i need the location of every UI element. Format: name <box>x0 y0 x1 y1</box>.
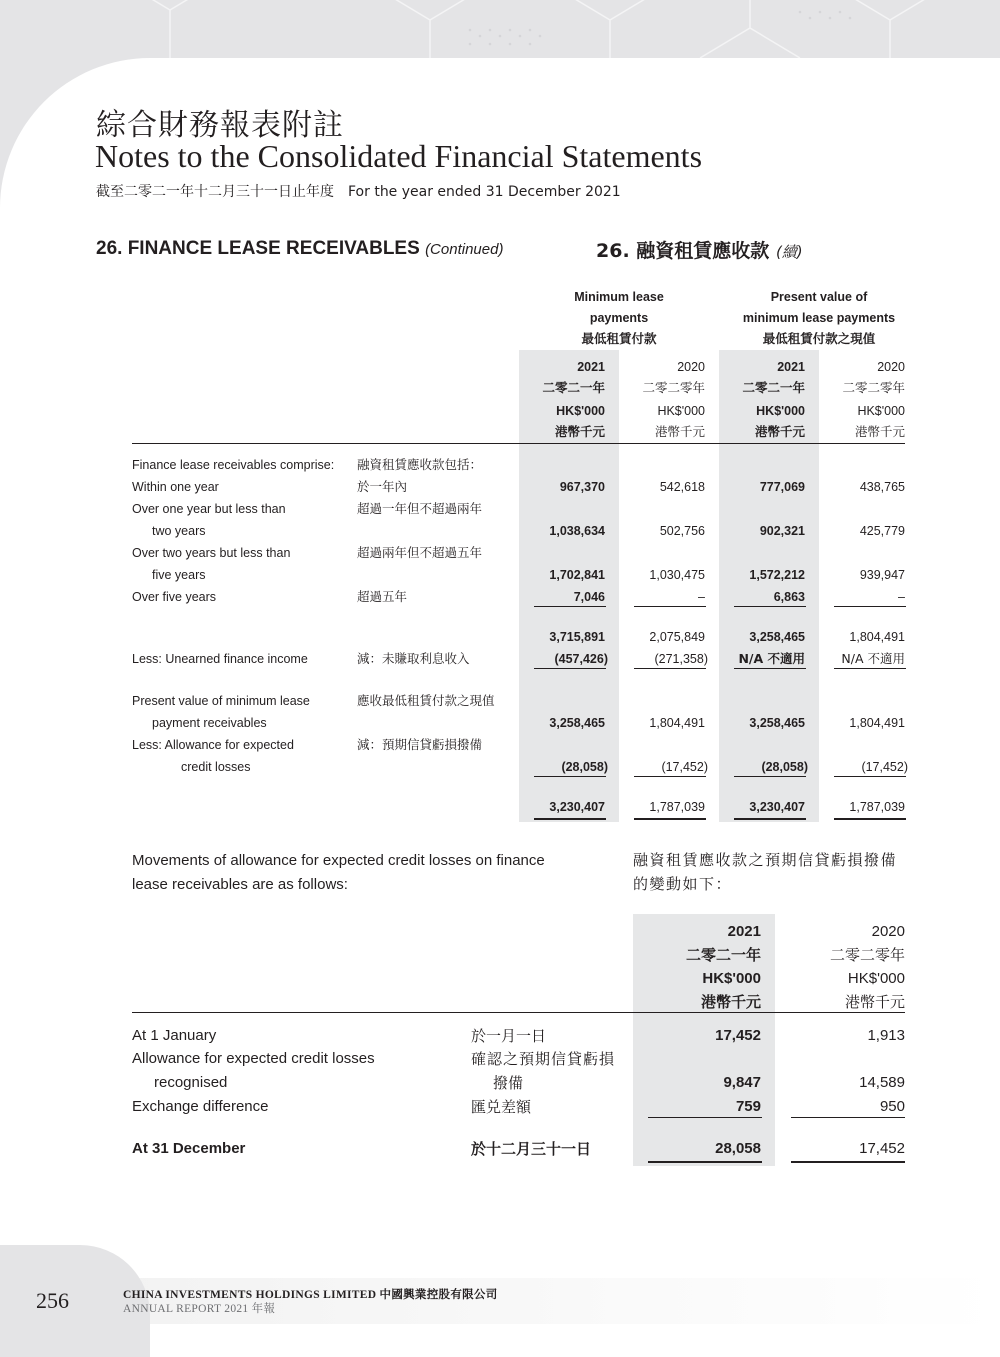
total-rule <box>534 818 606 820</box>
row-label-cn: 超過五年 <box>357 589 408 604</box>
group-header-pv-line2: minimum lease payments <box>742 311 896 325</box>
col-header-unit: HK$'000 <box>756 404 805 418</box>
subtotal-rule <box>834 668 906 669</box>
cell: 777,069 <box>759 480 805 494</box>
col-header-unit-cn: 港幣千元 <box>754 424 805 439</box>
cell: 3,715,891 <box>549 630 605 644</box>
section-continued-en: (Continued) <box>425 241 504 258</box>
col-header-year-cn: 二零二一年 <box>742 380 805 395</box>
cell: 3,258,465 <box>749 630 805 644</box>
page-subtitle: 截至二零二一年十二月三十一日止年度 For the year ended 31 December 2021 <box>96 184 621 200</box>
movements-intro-cn-1: 融資租賃應收款之預期信貸虧損撥備 <box>633 851 898 869</box>
cell: 1,038,634 <box>549 524 605 538</box>
cell: 28,058 <box>715 1140 761 1157</box>
cell: – <box>898 590 905 604</box>
cell: N/A 不適用 <box>738 651 805 666</box>
row-label-cn: 減：預期信貸虧損撥備 <box>357 737 483 752</box>
total-rule <box>648 1161 762 1163</box>
group-header-mlp-line1: Minimum lease <box>574 290 664 304</box>
cell: 1,804,491 <box>649 716 705 730</box>
subtotal-rule <box>534 668 606 669</box>
cell: 950 <box>879 1098 905 1115</box>
cell: 2,075,849 <box>649 630 705 644</box>
row-label-en: Exchange difference <box>132 1098 269 1115</box>
row-label-cn: 於一月一日 <box>471 1027 547 1045</box>
row-label-cn: 匯兑差額 <box>471 1098 532 1116</box>
cell: (17,452) <box>861 760 908 774</box>
cell: 759 <box>735 1098 761 1115</box>
col-header-unit-cn: 港幣千元 <box>700 993 761 1011</box>
page-number: 256 <box>36 1288 69 1313</box>
row-label-en: At 1 January <box>132 1027 217 1044</box>
row-label-cn: 於一年內 <box>357 479 408 494</box>
section-number: 26. <box>96 238 123 259</box>
subtotal-rule <box>534 606 606 607</box>
section-number-cn: 26. <box>596 240 630 262</box>
cell: 1,804,491 <box>849 716 905 730</box>
cell: (271,358) <box>654 652 708 666</box>
cell: 6,863 <box>773 590 805 604</box>
movements-header-rule <box>132 1012 905 1013</box>
group-header-pv-line3: 最低租賃付款之現值 <box>762 331 876 346</box>
col-header-year: 2020 <box>677 360 705 374</box>
cell: 425,779 <box>859 524 905 538</box>
col-header-year-cn: 二零二零年 <box>829 946 905 964</box>
row-label-cn: 於十二月三十一日 <box>471 1140 592 1158</box>
group-header-mlp-line3: 最低租賃付款 <box>581 331 657 346</box>
col-header-unit: HK$'000 <box>657 404 705 418</box>
cell: 17,452 <box>715 1027 761 1044</box>
cell: 542,618 <box>659 480 705 494</box>
row-label-cn: 應收最低租賃付款之現值 <box>357 693 495 708</box>
col-header-unit: HK$'000 <box>702 970 761 987</box>
subtotal-rule <box>634 606 706 607</box>
cell: 7,046 <box>573 590 605 604</box>
row-label-en: Finance lease receivables comprise: <box>132 458 335 472</box>
cell: (457,426) <box>554 652 608 666</box>
row-label-en: Allowance for expected credit losses <box>132 1050 375 1067</box>
cell: 9,847 <box>723 1074 761 1091</box>
subtotal-rule <box>534 776 606 777</box>
cell: 1,913 <box>867 1027 905 1044</box>
group-header-mlp-line2: payments <box>589 311 649 325</box>
row-label-cn: 超過兩年但不超過五年 <box>357 545 483 560</box>
movements-intro-en-2: lease receivables are as follows: <box>132 876 348 893</box>
subtotal-rule <box>734 776 806 777</box>
section-title-en: FINANCE LEASE RECEIVABLES <box>127 238 420 259</box>
subtotal-rule <box>634 668 706 669</box>
cell: 1,804,491 <box>849 630 905 644</box>
section-heading-cn <box>596 236 803 263</box>
col-header-year: 2021 <box>577 360 605 374</box>
page-title-en: Notes to the Consolidated Financial Statements <box>95 138 703 174</box>
col-header-unit: HK$'000 <box>556 404 605 418</box>
row-label-en: Within one year <box>132 480 219 494</box>
section-continued-cn: (續) <box>775 243 803 261</box>
cell: 1,572,212 <box>749 568 805 582</box>
subtotal-rule <box>634 776 706 777</box>
col-header-year-cn: 二零二一年 <box>685 946 761 964</box>
row-label-cn: 確認之預期信貸虧損 <box>471 1050 616 1068</box>
shade-col-2021-pv <box>719 350 819 822</box>
cell: 14,589 <box>859 1074 905 1091</box>
subtotal-rule <box>834 776 906 777</box>
cell: 3,230,407 <box>749 800 805 814</box>
shade-col-2021-mlp <box>519 350 619 822</box>
total-rule <box>834 818 906 820</box>
cell: 967,370 <box>559 480 605 494</box>
cell: 3,258,465 <box>549 716 605 730</box>
row-label-en-2: two years <box>152 524 206 538</box>
col-header-unit-cn: 港幣千元 <box>554 424 605 439</box>
col-header-year-cn: 二零二零年 <box>642 380 705 395</box>
cell: 438,765 <box>859 480 905 494</box>
subtotal-rule <box>791 1117 905 1118</box>
subtotal-rule <box>734 606 806 607</box>
cell: 939,947 <box>859 568 905 582</box>
row-label-en: Over five years <box>132 590 217 604</box>
col-header-year: 2021 <box>727 923 761 940</box>
cell: 1,787,039 <box>849 800 905 814</box>
col-header-unit: HK$'000 <box>847 970 905 987</box>
table1-header-rule <box>132 443 905 444</box>
group-header-pv-line1: Present value of <box>770 290 868 304</box>
cell: 502,756 <box>659 524 705 538</box>
cell: 1,030,475 <box>649 568 705 582</box>
row-label-en: Less: Unearned finance income <box>132 652 308 666</box>
footer-report: ANNUAL REPORT 2021 年報 <box>123 1303 276 1315</box>
row-label-en-2: payment receivables <box>152 716 267 730</box>
total-rule <box>634 818 706 820</box>
section-heading-en <box>96 238 503 260</box>
col-header-year: 2020 <box>877 360 905 374</box>
col-header-unit: HK$'000 <box>857 404 905 418</box>
row-label-cn: 融資租賃應收款包括： <box>357 457 483 472</box>
row-label-en-2: five years <box>152 568 206 582</box>
row-label-en: Over two years but less than <box>132 546 291 560</box>
cell: – <box>698 590 705 604</box>
col-header-year: 2020 <box>871 923 905 940</box>
col-header-unit-cn: 港幣千元 <box>854 424 905 439</box>
movements-intro-en-1: Movements of allowance for expected credit losses on finance <box>132 852 545 869</box>
col-header-year-cn: 二零二一年 <box>542 380 605 395</box>
total-rule <box>734 818 806 820</box>
col-header-unit-cn: 港幣千元 <box>654 424 705 439</box>
row-label-cn: 減：未賺取利息收入 <box>357 651 470 666</box>
cell: 1,787,039 <box>649 800 705 814</box>
col-header-year-cn: 二零二零年 <box>842 380 905 395</box>
row-label-cn-2: 撥備 <box>493 1074 524 1092</box>
row-label-en: Less: Allowance for expected <box>132 738 294 752</box>
cell: 3,258,465 <box>749 716 805 730</box>
subtotal-rule <box>834 606 906 607</box>
total-rule <box>791 1161 905 1163</box>
col-header-unit-cn: 港幣千元 <box>844 993 905 1011</box>
subtotal-rule <box>734 668 806 669</box>
cell: 1,702,841 <box>549 568 605 582</box>
row-label-en-2: credit losses <box>181 760 251 774</box>
col-header-year: 2021 <box>777 360 805 374</box>
row-label-en-2: recognised <box>154 1074 228 1091</box>
cell: N/A 不適用 <box>841 651 905 666</box>
hexagon-pattern <box>0 0 1000 58</box>
cell: 17,452 <box>859 1140 905 1157</box>
page-title-cn: 綜合財務報表附註 <box>96 108 344 143</box>
section-title-cn: 融資租賃應收款 <box>636 240 770 262</box>
movements-intro-cn-2: 的變動如下： <box>633 875 733 893</box>
row-label-en: At 31 December <box>132 1140 246 1157</box>
header-pattern <box>0 0 1000 58</box>
row-label-cn: 超過一年但不超過兩年 <box>357 501 483 516</box>
footer-company: CHINA INVESTMENTS HOLDINGS LIMITED 中國興業控股有限公司 <box>123 1289 498 1301</box>
cell: (17,452) <box>661 760 708 774</box>
cell: 902,321 <box>759 524 805 538</box>
cell: (28,058) <box>561 760 608 774</box>
row-label-en: Over one year but less than <box>132 502 286 516</box>
row-label-en: Present value of minimum lease <box>132 694 310 708</box>
subtotal-rule <box>648 1117 762 1118</box>
cell: (28,058) <box>761 760 808 774</box>
cell: 3,230,407 <box>549 800 605 814</box>
